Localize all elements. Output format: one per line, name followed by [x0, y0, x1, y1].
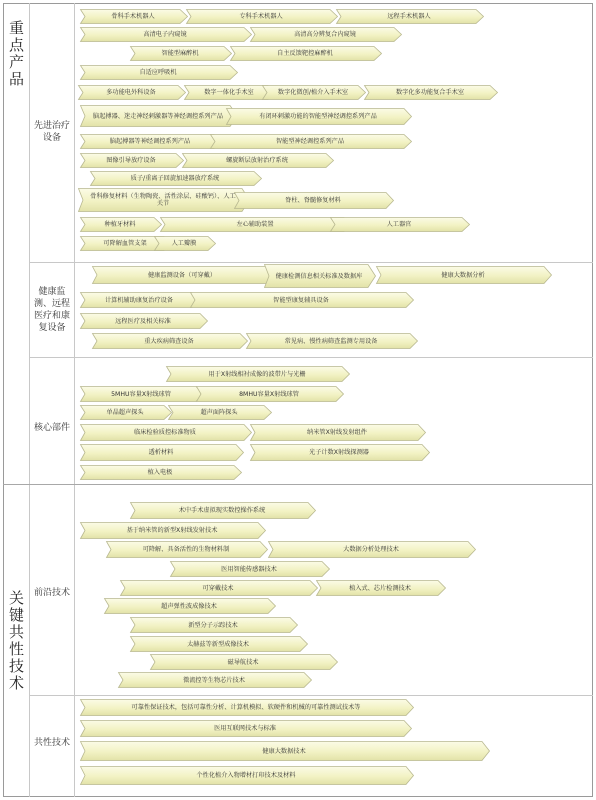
- nanotube-xray-label: 纳米管X射线发射组件: [307, 429, 367, 436]
- wearable-health-label: 健康监测设备（可穿戴）: [147, 271, 217, 279]
- health-info-std-label: 健康检测信息相关标准及数据库: [275, 272, 363, 280]
- implant-electrode-label: 植入电极: [147, 469, 173, 476]
- chronic-screening-label: 常见病、慢性病筛查监测专用设备: [284, 337, 378, 345]
- big-data-tech-bar: [268, 541, 476, 558]
- clinical-reference-label: 临床检验质控标准物质: [134, 429, 196, 436]
- vr-surgery-label: 术中手术虚拟现实数控操作系统: [178, 507, 266, 514]
- subsection-health-monitoring: 健康监测、远程医疗和康复设备: [33, 287, 70, 333]
- subsection-divider-2: [29, 357, 593, 358]
- digital-hybrid-or-label: 数字化多功能复合手术室: [395, 89, 465, 96]
- implant-chip-bar: [316, 580, 446, 596]
- medical-sensor-bar: [170, 561, 330, 577]
- dental-implant-label: 种植牙材料: [104, 221, 136, 228]
- bioresorbable-stent-label: 可降解血管支架: [103, 240, 147, 247]
- dialysis-material-bar: [80, 444, 244, 461]
- feedback-anesthesia-bar: [230, 46, 382, 61]
- closed-loop-stim-label: 有闭环刺激功能的智能型神经调控系列产品: [259, 113, 377, 120]
- photon-detector-bar: [250, 444, 430, 461]
- specialty-robot-bar: [186, 9, 338, 24]
- computer-rehab-bar: [80, 292, 200, 308]
- spiral-tomo-label: 螺旋断层放射治疗系统: [226, 157, 288, 164]
- hires-endoscope-bar: [250, 27, 402, 42]
- subsection-advanced-treatment: 先进治疗设备: [33, 121, 70, 143]
- medical-sensor-label: 医用智能传感器技术: [221, 565, 277, 573]
- telemedicine-std-bar: [80, 313, 208, 329]
- image-guided-rt-label: 图像引导放疗设备: [106, 157, 156, 164]
- major-screening-label: 重大疾病筛查设备: [144, 337, 194, 345]
- chronic-screening-bar: [246, 333, 418, 349]
- specialty-robot-label: 专科手术机器人: [239, 13, 283, 20]
- remote-robot-label: 远程手术机器人: [387, 13, 431, 20]
- multi-or-label: 多功能电外科设备: [106, 89, 156, 96]
- ortho-robot-bar: [80, 9, 188, 24]
- hd-endoscope-label: 高清电子内窥镜: [143, 31, 187, 38]
- left-column-divider: [29, 3, 30, 797]
- microfluidic-bar: [118, 672, 312, 688]
- wearable-tech-label: 可穿戴技术: [202, 584, 234, 592]
- vr-surgery-bar: [130, 502, 316, 519]
- health-info-std-bar: [264, 264, 376, 288]
- tube-8mhu-bar: [196, 386, 344, 402]
- tube-5mhu-label: 5MHU容量X射线球管: [111, 390, 171, 398]
- subsection-divider-1: [29, 262, 593, 263]
- hd-endoscope-bar: [80, 27, 252, 42]
- spine-repair-label: 脊柱、脊髓修复材料: [285, 197, 341, 204]
- nanotube-xray-tech-label: 基于纳米管的新型X射线发射技术: [126, 527, 218, 534]
- magnetic-nav-label: 磁导航技术: [227, 658, 259, 666]
- terahertz-imaging-label: 太赫兹等新型成像技术: [187, 640, 249, 648]
- brain-pacemaker-bar: [80, 134, 222, 149]
- ultrasound-elasto-bar: [104, 598, 276, 614]
- sub-column-divider: [74, 3, 75, 797]
- proton-therapy-label: 质子/重离子回旋加速器放疗系统: [130, 175, 220, 182]
- digital-hybrid-or-bar: [364, 85, 498, 100]
- neuro-stim-label: 脑起搏器、迷走神经刺激器等神经调控系列产品: [93, 112, 223, 120]
- closed-loop-stim-bar: [226, 108, 412, 125]
- brain-pacemaker-label: 脑起搏器等神经调控系列产品: [109, 138, 191, 145]
- artificial-trachea-label: 人工器官: [386, 221, 412, 228]
- image-guided-rt-bar: [80, 153, 184, 168]
- tube-8mhu-label: 8MHU容量X射线球管: [239, 390, 299, 398]
- subsection-core-components: 核心部件: [33, 423, 70, 433]
- smart-neuro-bar: [210, 134, 412, 149]
- ortho-repair-label: 骨科修复材料（生物陶瓷、活性涂层、硅酸钙）、人工关节: [90, 193, 236, 207]
- personal-3d-print-label: 个性化植介入物增材打印技术及材料: [196, 772, 296, 779]
- artificial-cornea-bar: [154, 236, 216, 251]
- xray-grating-label: 用于X射线相衬成像的波带片与光栅: [208, 370, 306, 378]
- ultrasound-array-label: 超声面阵探头: [200, 409, 238, 416]
- lvad-bar: [160, 217, 352, 232]
- multi-or-bar: [78, 85, 186, 100]
- telemedicine-std-label: 远程医疗及相关标准: [115, 317, 171, 325]
- reliability-tech-label: 可靠性保证技术，包括可靠性分析、计算机模拟、软硬件和机械的可靠性测试技术等: [131, 704, 361, 711]
- wearable-health-bar: [92, 266, 274, 284]
- digital-intervention-or-label: 数字化微创/植介入手术室: [277, 89, 349, 96]
- tube-5mhu-bar: [80, 386, 204, 402]
- health-big-data-label: 健康大数据分析: [441, 271, 485, 279]
- subsection-frontier-tech: 前沿技术: [33, 588, 70, 598]
- personal-3d-print-bar: [80, 766, 414, 785]
- health-big-data-bar: [376, 266, 552, 284]
- terahertz-imaging-bar: [130, 636, 308, 652]
- neuro-stim-bar: [80, 105, 238, 127]
- implant-chip-label: 植入式、芯片检测技术: [349, 584, 411, 592]
- major-screening-bar: [92, 333, 248, 349]
- feedback-anesthesia-label: 自主反馈靶控麻醉机: [277, 50, 333, 57]
- medical-iot-label: 医用互联网技术与标准: [214, 725, 276, 732]
- subsection-divider-3: [29, 695, 593, 696]
- spine-repair-bar: [234, 192, 394, 209]
- computer-rehab-label: 计算机辅助康复治疗设备: [104, 296, 174, 304]
- subsection-common-tech: 共性技术: [33, 738, 70, 748]
- lvad-label: 左心辅助装置: [236, 221, 274, 228]
- section-title-key-tech: 关键共性技术: [7, 590, 25, 692]
- dental-implant-bar: [80, 217, 162, 232]
- adaptive-ventilator-label: 自适应呼吸机: [139, 69, 177, 76]
- big-data-common-label: 健康大数据技术: [262, 747, 306, 755]
- integrated-or-label: 数字一体化手术室: [204, 89, 254, 96]
- nanotube-xray-bar: [250, 424, 426, 441]
- section-title-key-products: 重点产品: [7, 20, 25, 88]
- remote-robot-bar: [336, 9, 484, 24]
- biomaterial-fab-bar: [106, 541, 268, 558]
- big-data-common-bar: [80, 741, 490, 761]
- ortho-robot-label: 骨科手术机器人: [111, 13, 155, 20]
- smart-rehab-label: 智能型康复辅具设备: [273, 296, 329, 304]
- clinical-reference-bar: [80, 424, 252, 441]
- artificial-trachea-bar: [330, 217, 470, 232]
- photon-detector-label: 光子计数X射线探测器: [309, 449, 369, 456]
- biomaterial-fab-label: 可降解、具备活性的生物材料制: [142, 546, 230, 553]
- wearable-tech-bar: [120, 580, 318, 596]
- implant-electrode-bar: [80, 465, 242, 480]
- section-divider: [3, 484, 593, 485]
- adaptive-ventilator-bar: [80, 65, 238, 80]
- microfluidic-label: 微流控等生物芯片技术: [183, 676, 245, 684]
- reliability-tech-bar: [80, 699, 414, 716]
- magnetic-nav-bar: [150, 654, 338, 670]
- single-crystal-probe-label: 单晶超声探头: [106, 409, 144, 416]
- nanotube-xray-tech-bar: [80, 522, 266, 539]
- artificial-cornea-label: 人工瓣膜: [171, 240, 197, 247]
- xray-grating-bar: [166, 366, 350, 382]
- smart-anesthesia-bar: [130, 46, 232, 61]
- digital-intervention-or-bar: [262, 85, 366, 100]
- single-crystal-probe-bar: [80, 405, 172, 420]
- medical-iot-bar: [80, 720, 412, 737]
- ortho-repair-bar: [78, 188, 250, 212]
- smart-anesthesia-label: 智能型麻醉机: [161, 50, 199, 57]
- big-data-tech-label: 大数据分析处理技术: [343, 546, 399, 553]
- hires-endoscope-label: 高清高分辨复合内窥镜: [294, 31, 356, 38]
- ultrasound-elasto-label: 超声弹性波成像技术: [161, 602, 217, 610]
- dialysis-material-label: 透析材料: [148, 449, 174, 456]
- molecular-probe-bar: [130, 617, 298, 633]
- spiral-tomo-bar: [182, 153, 334, 168]
- ultrasound-array-bar: [168, 405, 272, 420]
- proton-therapy-bar: [90, 171, 262, 186]
- smart-rehab-bar: [190, 292, 414, 308]
- molecular-probe-label: 新型分子示踪技术: [188, 621, 238, 629]
- smart-neuro-label: 智能型神经调控系列产品: [275, 138, 345, 145]
